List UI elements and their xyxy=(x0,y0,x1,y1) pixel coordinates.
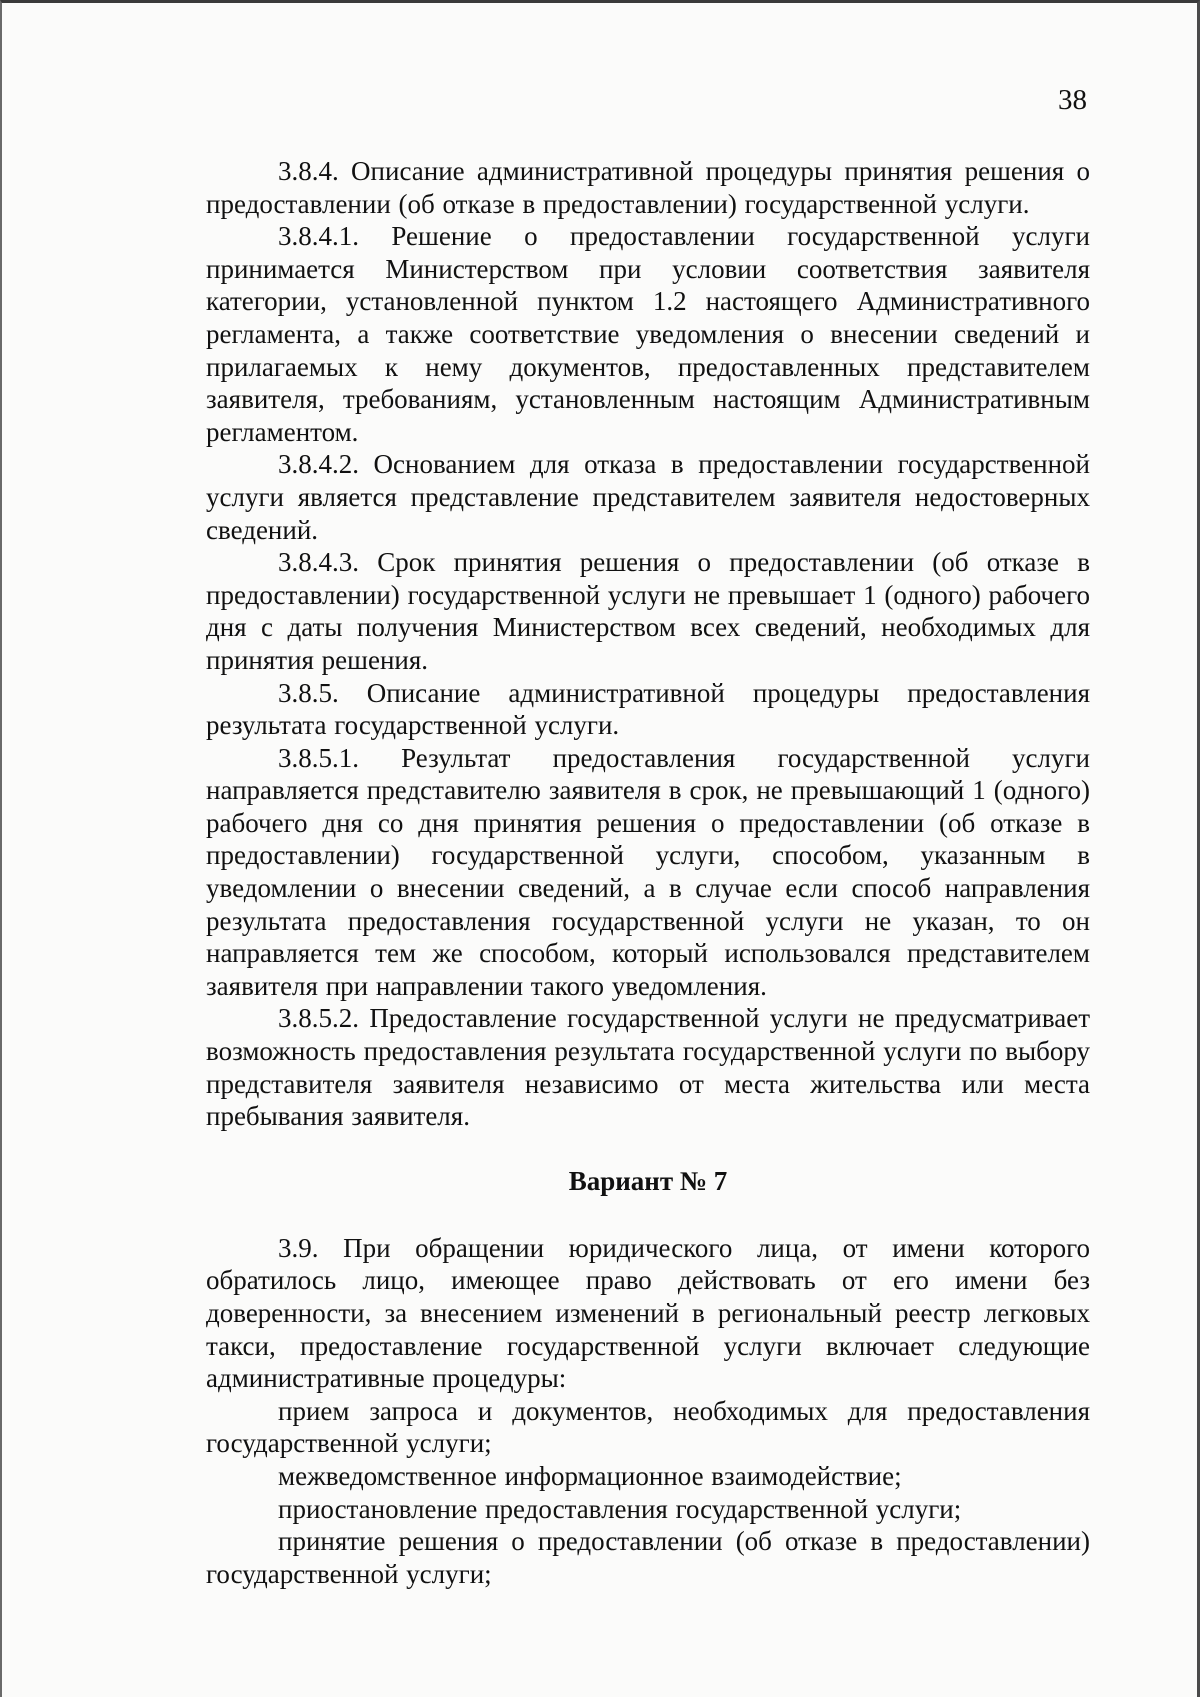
paragraph-3-8-5-2: 3.8.5.2. Предоставление государственной услуги не предусматривает возможность предоставления результата государственной услуги по выбору представителя заявителя независимо от места жительства или места пребывания заявителя. xyxy=(206,1003,1090,1132)
paragraph-3-8-4-2: 3.8.4.2. Основанием для отказа в предоставлении государственной услуги является представление представителем заявителя недостоверных сведений. xyxy=(206,449,1090,545)
section-heading: Вариант № 7 xyxy=(568,1165,728,1196)
paragraph-3-8-4-3: 3.8.4.3. Срок принятия решения о предоставлении (об отказе в предоставлении) государственной услуги не превышает 1 (одного) рабочего дня с даты получения Министерством всех сведений, необходимых для принятия решения. xyxy=(206,547,1090,675)
paragraph-3-8-4-1: 3.8.4.1. Решение о предоставлении государственной услуги принимается Министерством при условии соответствия заявителя категории, установленной пунктом 1.2 настоящего Административного регламента, а также соответствие уведомления о внесении сведений и прилагаемых к нему документов, предоставленных представителем заявителя, требованиям, установленным настоящим Административным регламентом. xyxy=(206,221,1090,447)
paragraph-3-8-5: 3.8.5. Описание административной процедуры предоставления результата государственной услуги. xyxy=(206,677,1090,741)
page-content xyxy=(206,155,1090,1590)
list-item-procedure: принятие решения о предоставлении (об отказе в предоставлении) государственной услуги; xyxy=(206,1526,1090,1589)
paragraph-3-9: 3.9. При обращении юридического лица, от имени которого обратилось лицо, имеющее право действовать от его имени без доверенности, за внесением изменений в региональный реестр легковых такси, предоставление государственной услуги включает следующие административные процедуры: xyxy=(206,1232,1090,1394)
list-item-procedure: приостановление предоставления государственной услуги; xyxy=(278,1493,962,1524)
page-number: 38 xyxy=(1058,84,1087,116)
list-item-procedure: прием запроса и документов, необходимых для предоставления государственной услуги; xyxy=(206,1395,1090,1459)
list-item-procedure: межведомственное информационное взаимодействие; xyxy=(278,1460,902,1491)
paragraph-3-8-5-1: 3.8.5.1. Результат предоставления государственной услуги направляется представителю заявителя в срок, не превышающий 1 (одного) рабочего дня со дня принятия решения о предоставлении (об отказе в предоставлении) государственной услуги, способом, указанным в уведомлении о внесении сведений, а в случае если способ направления результата предоставления государственной услуги не указан, то он направляется тем же способом, который использовался представителем заявителя при направлении такого уведомления. xyxy=(206,742,1090,1001)
paragraph-3-8-4: 3.8.4. Описание административной процедуры принятия решения о предоставлении (об отказе в предоставлении) государственной услуги. xyxy=(206,156,1090,219)
